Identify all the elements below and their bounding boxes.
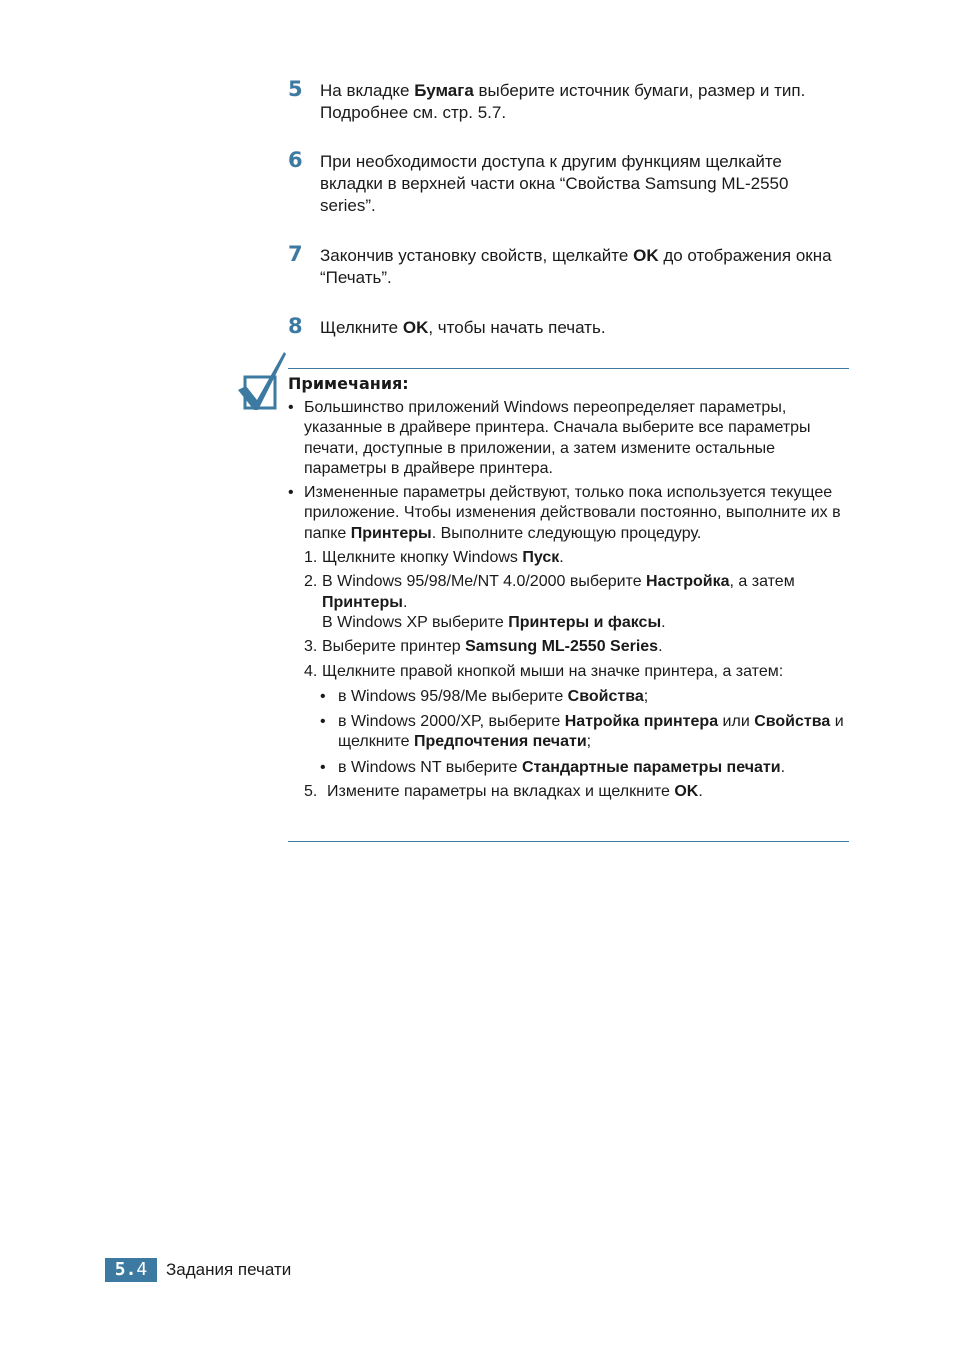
procedure-step: 5. Измените параметры на вкладках и щелкните OK.	[304, 783, 703, 801]
step-number: 7	[288, 242, 303, 266]
procedure-sub-bullet: • в Windows NT выберите Стандартные параметры печати.	[320, 758, 786, 776]
checkmark-note-icon	[236, 350, 288, 414]
step-number: 8	[288, 314, 303, 338]
procedure-step: 3. Выберите принтер Samsung ML-2550 Series.	[304, 638, 663, 656]
step-text: Щелкните OK, чтобы начать печать.	[320, 318, 606, 337]
step-8	[288, 314, 848, 339]
footer-section-title: Задания печати	[166, 1260, 292, 1279]
page-number-badge: 5.4	[105, 1258, 157, 1282]
note-bullet: • Большинство приложений Windows переопределяет параметры, указанные в драйвере принтера. Сначала выберите все параметры печати, доступные в приложении, а затем измените остальные параметры в драйвере принтера.	[288, 399, 811, 477]
procedure-step: 4. Щелкните правой кнопкой мыши на значке принтера, а затем:	[304, 662, 784, 680]
procedure-step: 1. Щелкните кнопку Windows Пуск.	[304, 549, 564, 567]
step-number: 5	[288, 77, 303, 101]
procedure-step: 2. В Windows 95/98/Me/NT 4.0/2000 выберите Настройка, а затем Принтеры. В Windows XP выберите Принтеры и факсы.	[304, 573, 795, 631]
note-top-rule	[288, 368, 849, 369]
step-text: На вкладке Бумага выберите источник бумаги, размер и тип. Подробнее см. стр. 5.7.	[320, 81, 806, 122]
step-text: При необходимости доступа к другим функциям щелкайте вкладки в верхней части окна “Свойства Samsung ML-2550 series”.	[320, 152, 789, 215]
step-5	[288, 77, 848, 124]
note-bottom-rule	[288, 841, 849, 842]
step-6	[288, 148, 848, 217]
procedure-sub-bullet: • в Windows 2000/XP, выберите Натройка принтера или Свойства и щелкните Предпочтения печати;	[320, 713, 844, 751]
step-number: 6	[288, 148, 303, 172]
notes-body	[288, 398, 848, 806]
step-text: Закончив установку свойств, щелкайте OK до отображения окна “Печать”.	[320, 246, 832, 287]
step-7	[288, 242, 848, 289]
notes-title: Примечания:	[288, 374, 409, 393]
procedure-sub-bullet: • в Windows 95/98/Me выберите Свойства;	[320, 687, 649, 705]
note-bullet: • Измененные параметры действуют, только пока используется текущее приложение. Чтобы изменения действовали постоянно, выполните их в папке Принтеры. Выполните следующую процедуру. 1. Щелкните кнопку Windows Пуск. 2. В Windows 95/98/Me/NT 4.0/2000 выберите Настройка, а затем Принтеры. В Windows XP выберите Принтеры и факсы. 3. Выберите принтер Samsung ML-2550 Series. 4. Щелкните правой кнопкой мыши на значке принтера, а затем: • в Windows 95/98/Me выберите Свойства; • в Windows 2000/XP, выберите Натройка принтера или Свойства и щелкните Предпочтения печати; • в Windows NT выберите Стандартные параметры печати. 5. Измените параметры на вкладках и щелкните OK.	[288, 483, 848, 802]
